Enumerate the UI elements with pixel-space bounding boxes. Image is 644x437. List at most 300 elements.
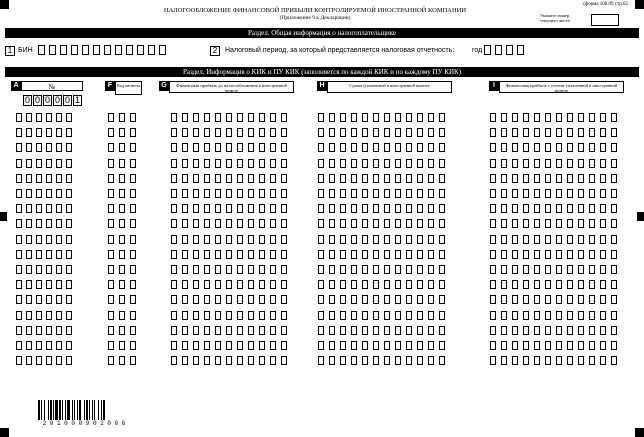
column-i-cell[interactable] xyxy=(611,143,617,152)
column-i-cell[interactable] xyxy=(534,128,540,137)
column-a-cell[interactable] xyxy=(26,204,32,213)
column-i-cell[interactable] xyxy=(578,189,584,198)
column-g-cell[interactable] xyxy=(281,113,287,122)
column-i-cell[interactable] xyxy=(512,113,518,122)
column-a-cell[interactable] xyxy=(36,219,42,228)
column-f-cell[interactable] xyxy=(130,143,136,152)
column-a-cell[interactable] xyxy=(36,265,42,274)
column-g-cell[interactable] xyxy=(248,356,254,365)
column-i-cell[interactable] xyxy=(600,311,606,320)
column-i-cell[interactable] xyxy=(501,174,507,183)
column-h-cell[interactable] xyxy=(384,250,390,259)
column-h-cell[interactable] xyxy=(384,128,390,137)
column-g-cell[interactable] xyxy=(171,250,177,259)
column-g-cell[interactable] xyxy=(248,326,254,335)
column-h-cell[interactable] xyxy=(384,265,390,274)
column-i-cell[interactable] xyxy=(545,174,551,183)
column-i-cell[interactable] xyxy=(600,159,606,168)
column-h-cell[interactable] xyxy=(406,265,412,274)
column-i-cell[interactable] xyxy=(556,174,562,183)
column-h-cell[interactable] xyxy=(362,280,368,289)
column-h-cell[interactable] xyxy=(373,219,379,228)
column-i-cell[interactable] xyxy=(556,250,562,259)
column-g-cell[interactable] xyxy=(259,326,265,335)
column-g-cell[interactable] xyxy=(248,143,254,152)
column-g-cell[interactable] xyxy=(171,311,177,320)
column-g-cell[interactable] xyxy=(215,219,221,228)
column-i-cell[interactable] xyxy=(611,265,617,274)
column-i-cell[interactable] xyxy=(567,204,573,213)
column-g-cell[interactable] xyxy=(237,189,243,198)
column-i-cell[interactable] xyxy=(600,265,606,274)
column-i-cell[interactable] xyxy=(545,143,551,152)
column-i-cell[interactable] xyxy=(501,326,507,335)
column-h-cell[interactable] xyxy=(428,219,434,228)
column-h-cell[interactable] xyxy=(318,128,324,137)
column-g-cell[interactable] xyxy=(193,235,199,244)
column-i-cell[interactable] xyxy=(556,280,562,289)
column-i-cell[interactable] xyxy=(611,159,617,168)
column-a-cell[interactable] xyxy=(46,326,52,335)
column-h-cell[interactable] xyxy=(395,159,401,168)
column-i-cell[interactable] xyxy=(490,113,496,122)
column-g-cell[interactable] xyxy=(204,280,210,289)
column-i-cell[interactable] xyxy=(523,250,529,259)
column-i-cell[interactable] xyxy=(611,113,617,122)
column-h-cell[interactable] xyxy=(351,280,357,289)
column-h-cell[interactable] xyxy=(329,143,335,152)
column-i-cell[interactable] xyxy=(600,189,606,198)
column-f-cell[interactable] xyxy=(108,356,114,365)
year-cell[interactable] xyxy=(506,45,513,55)
column-a-cell[interactable] xyxy=(36,311,42,320)
column-h-cell[interactable] xyxy=(373,311,379,320)
column-i-cell[interactable] xyxy=(490,219,496,228)
column-h-cell[interactable] xyxy=(362,311,368,320)
column-h-cell[interactable] xyxy=(439,326,445,335)
column-h-cell[interactable] xyxy=(351,128,357,137)
column-g-cell[interactable] xyxy=(259,143,265,152)
column-g-cell[interactable] xyxy=(226,143,232,152)
column-f-cell[interactable] xyxy=(130,250,136,259)
column-g-cell[interactable] xyxy=(270,341,276,350)
column-h-cell[interactable] xyxy=(329,128,335,137)
column-a-cell[interactable] xyxy=(66,326,72,335)
column-h-cell[interactable] xyxy=(406,189,412,198)
column-a-cell[interactable] xyxy=(26,311,32,320)
column-a-cell[interactable] xyxy=(66,174,72,183)
column-i-cell[interactable] xyxy=(534,219,540,228)
column-a-cell[interactable] xyxy=(66,143,72,152)
column-i-cell[interactable] xyxy=(556,143,562,152)
column-h-cell[interactable] xyxy=(362,113,368,122)
column-g-cell[interactable] xyxy=(237,356,243,365)
column-i-cell[interactable] xyxy=(545,235,551,244)
column-i-cell[interactable] xyxy=(556,341,562,350)
column-g-cell[interactable] xyxy=(193,295,199,304)
column-g-cell[interactable] xyxy=(226,235,232,244)
column-g-cell[interactable] xyxy=(171,326,177,335)
column-a-cell[interactable] xyxy=(26,219,32,228)
column-h-cell[interactable] xyxy=(417,143,423,152)
column-g-cell[interactable] xyxy=(204,113,210,122)
column-i-cell[interactable] xyxy=(556,311,562,320)
column-h-cell[interactable] xyxy=(439,235,445,244)
column-a-cell[interactable] xyxy=(46,219,52,228)
column-h-cell[interactable] xyxy=(318,326,324,335)
column-g-cell[interactable] xyxy=(226,280,232,289)
column-i-cell[interactable] xyxy=(578,311,584,320)
column-i-cell[interactable] xyxy=(567,356,573,365)
column-g-cell[interactable] xyxy=(171,295,177,304)
column-i-cell[interactable] xyxy=(589,250,595,259)
column-i-cell[interactable] xyxy=(578,204,584,213)
column-g-cell[interactable] xyxy=(259,295,265,304)
column-g-cell[interactable] xyxy=(215,295,221,304)
column-a-cell[interactable] xyxy=(56,128,62,137)
column-i-cell[interactable] xyxy=(523,311,529,320)
column-i-cell[interactable] xyxy=(611,174,617,183)
column-f-cell[interactable] xyxy=(108,204,114,213)
column-g-cell[interactable] xyxy=(193,189,199,198)
column-g-cell[interactable] xyxy=(237,174,243,183)
column-i-cell[interactable] xyxy=(512,128,518,137)
column-h-cell[interactable] xyxy=(373,159,379,168)
column-i-cell[interactable] xyxy=(567,341,573,350)
column-h-cell[interactable] xyxy=(351,159,357,168)
column-f-cell[interactable] xyxy=(119,219,125,228)
column-h-cell[interactable] xyxy=(384,113,390,122)
column-i-cell[interactable] xyxy=(490,311,496,320)
column-a-cell[interactable] xyxy=(66,295,72,304)
column-h-cell[interactable] xyxy=(428,250,434,259)
column-i-cell[interactable] xyxy=(611,219,617,228)
column-i-cell[interactable] xyxy=(611,235,617,244)
column-h-cell[interactable] xyxy=(406,128,412,137)
column-h-cell[interactable] xyxy=(428,113,434,122)
column-a-cell[interactable] xyxy=(16,128,22,137)
column-h-cell[interactable] xyxy=(417,235,423,244)
column-i-cell[interactable] xyxy=(600,295,606,304)
column-f-cell[interactable] xyxy=(130,113,136,122)
column-g-cell[interactable] xyxy=(237,341,243,350)
column-h-cell[interactable] xyxy=(362,356,368,365)
column-i-cell[interactable] xyxy=(567,326,573,335)
column-g-cell[interactable] xyxy=(270,159,276,168)
column-a-cell[interactable] xyxy=(56,265,62,274)
column-h-cell[interactable] xyxy=(351,295,357,304)
column-h-cell[interactable] xyxy=(428,311,434,320)
column-f-cell[interactable] xyxy=(130,356,136,365)
column-f-cell[interactable] xyxy=(119,143,125,152)
column-g-cell[interactable] xyxy=(270,174,276,183)
column-a-cell[interactable] xyxy=(36,326,42,335)
column-g-cell[interactable] xyxy=(182,280,188,289)
column-i-cell[interactable] xyxy=(534,189,540,198)
column-a-cell[interactable] xyxy=(46,204,52,213)
column-g-cell[interactable] xyxy=(226,189,232,198)
column-a-cell[interactable] xyxy=(16,143,22,152)
column-i-cell[interactable] xyxy=(512,219,518,228)
column-g-cell[interactable] xyxy=(237,204,243,213)
column-g-cell[interactable] xyxy=(182,341,188,350)
bin-cell[interactable] xyxy=(49,45,56,55)
column-h-cell[interactable] xyxy=(428,204,434,213)
column-i-cell[interactable] xyxy=(490,326,496,335)
column-h-cell[interactable] xyxy=(395,250,401,259)
column-i-cell[interactable] xyxy=(589,128,595,137)
column-h-cell[interactable] xyxy=(417,219,423,228)
column-h-cell[interactable] xyxy=(395,219,401,228)
column-i-cell[interactable] xyxy=(589,174,595,183)
column-a-cell[interactable] xyxy=(66,356,72,365)
column-g-cell[interactable] xyxy=(215,189,221,198)
column-g-cell[interactable] xyxy=(248,280,254,289)
column-h-cell[interactable] xyxy=(329,235,335,244)
column-g-cell[interactable] xyxy=(215,113,221,122)
column-g-cell[interactable] xyxy=(182,219,188,228)
column-g-cell[interactable] xyxy=(193,128,199,137)
column-i-cell[interactable] xyxy=(512,341,518,350)
column-g-cell[interactable] xyxy=(226,113,232,122)
column-f-cell[interactable] xyxy=(108,128,114,137)
column-a-cell[interactable] xyxy=(66,265,72,274)
column-h-cell[interactable] xyxy=(362,235,368,244)
column-i-cell[interactable] xyxy=(578,143,584,152)
column-h-cell[interactable] xyxy=(417,189,423,198)
column-i-cell[interactable] xyxy=(589,295,595,304)
column-a-cell[interactable] xyxy=(26,341,32,350)
column-i-cell[interactable] xyxy=(589,113,595,122)
column-i-cell[interactable] xyxy=(490,280,496,289)
column-g-cell[interactable] xyxy=(248,204,254,213)
row-number-digit[interactable]: 0 xyxy=(34,95,40,105)
column-a-cell[interactable] xyxy=(36,341,42,350)
column-a-cell[interactable] xyxy=(56,280,62,289)
column-h-cell[interactable] xyxy=(340,265,346,274)
column-h-cell[interactable] xyxy=(362,341,368,350)
column-a-cell[interactable] xyxy=(56,204,62,213)
column-a-cell[interactable] xyxy=(16,204,22,213)
column-i-cell[interactable] xyxy=(501,250,507,259)
column-h-cell[interactable] xyxy=(340,250,346,259)
column-h-cell[interactable] xyxy=(384,311,390,320)
column-h-cell[interactable] xyxy=(428,341,434,350)
column-h-cell[interactable] xyxy=(406,219,412,228)
column-i-cell[interactable] xyxy=(490,204,496,213)
column-h-cell[interactable] xyxy=(428,189,434,198)
column-a-cell[interactable] xyxy=(66,311,72,320)
column-a-cell[interactable] xyxy=(46,295,52,304)
column-i-cell[interactable] xyxy=(490,128,496,137)
column-i-cell[interactable] xyxy=(589,280,595,289)
column-i-cell[interactable] xyxy=(534,341,540,350)
column-h-cell[interactable] xyxy=(406,250,412,259)
column-g-cell[interactable] xyxy=(171,189,177,198)
column-h-cell[interactable] xyxy=(439,250,445,259)
column-a-cell[interactable] xyxy=(26,189,32,198)
column-i-cell[interactable] xyxy=(567,295,573,304)
column-a-cell[interactable] xyxy=(36,174,42,183)
column-g-cell[interactable] xyxy=(259,341,265,350)
column-a-cell[interactable] xyxy=(36,250,42,259)
column-f-cell[interactable] xyxy=(108,341,114,350)
column-g-cell[interactable] xyxy=(204,326,210,335)
column-i-cell[interactable] xyxy=(545,341,551,350)
column-i-cell[interactable] xyxy=(534,356,540,365)
column-i-cell[interactable] xyxy=(534,280,540,289)
column-g-cell[interactable] xyxy=(248,295,254,304)
column-i-cell[interactable] xyxy=(501,219,507,228)
column-h-cell[interactable] xyxy=(428,326,434,335)
column-a-cell[interactable] xyxy=(36,295,42,304)
column-a-cell[interactable] xyxy=(16,159,22,168)
column-f-cell[interactable] xyxy=(119,128,125,137)
column-g-cell[interactable] xyxy=(281,159,287,168)
column-f-cell[interactable] xyxy=(130,235,136,244)
column-f-cell[interactable] xyxy=(130,265,136,274)
column-h-cell[interactable] xyxy=(439,280,445,289)
column-g-cell[interactable] xyxy=(248,265,254,274)
bin-cell[interactable] xyxy=(71,45,78,55)
column-i-cell[interactable] xyxy=(600,326,606,335)
column-a-cell[interactable] xyxy=(36,235,42,244)
column-a-cell[interactable] xyxy=(26,113,32,122)
column-g-cell[interactable] xyxy=(226,356,232,365)
column-i-cell[interactable] xyxy=(523,143,529,152)
column-h-cell[interactable] xyxy=(340,159,346,168)
column-g-cell[interactable] xyxy=(248,311,254,320)
column-a-cell[interactable] xyxy=(16,250,22,259)
column-i-cell[interactable] xyxy=(490,235,496,244)
column-a-cell[interactable] xyxy=(26,265,32,274)
column-i-cell[interactable] xyxy=(501,341,507,350)
column-i-cell[interactable] xyxy=(589,204,595,213)
column-g-cell[interactable] xyxy=(248,174,254,183)
column-h-cell[interactable] xyxy=(384,204,390,213)
column-h-cell[interactable] xyxy=(329,204,335,213)
column-a-cell[interactable] xyxy=(36,113,42,122)
column-g-cell[interactable] xyxy=(270,356,276,365)
column-a-cell[interactable] xyxy=(26,326,32,335)
column-h-cell[interactable] xyxy=(384,356,390,365)
column-i-cell[interactable] xyxy=(545,311,551,320)
column-h-cell[interactable] xyxy=(373,204,379,213)
column-h-cell[interactable] xyxy=(428,265,434,274)
column-h-cell[interactable] xyxy=(417,356,423,365)
column-a-cell[interactable] xyxy=(36,356,42,365)
column-h-cell[interactable] xyxy=(351,341,357,350)
column-h-cell[interactable] xyxy=(373,113,379,122)
column-i-cell[interactable] xyxy=(567,143,573,152)
column-i-cell[interactable] xyxy=(512,280,518,289)
column-i-cell[interactable] xyxy=(501,280,507,289)
column-f-cell[interactable] xyxy=(108,159,114,168)
column-i-cell[interactable] xyxy=(611,326,617,335)
column-h-cell[interactable] xyxy=(351,250,357,259)
column-h-cell[interactable] xyxy=(329,113,335,122)
column-g-cell[interactable] xyxy=(237,143,243,152)
column-h-cell[interactable] xyxy=(395,189,401,198)
column-f-cell[interactable] xyxy=(130,280,136,289)
column-a-cell[interactable] xyxy=(16,295,22,304)
column-h-cell[interactable] xyxy=(384,280,390,289)
column-g-cell[interactable] xyxy=(204,159,210,168)
column-g-cell[interactable] xyxy=(270,143,276,152)
column-g-cell[interactable] xyxy=(259,235,265,244)
column-g-cell[interactable] xyxy=(237,326,243,335)
column-h-cell[interactable] xyxy=(439,174,445,183)
column-g-cell[interactable] xyxy=(204,250,210,259)
column-h-cell[interactable] xyxy=(351,189,357,198)
column-a-cell[interactable] xyxy=(16,113,22,122)
column-h-cell[interactable] xyxy=(329,341,335,350)
column-a-cell[interactable] xyxy=(56,250,62,259)
column-a-cell[interactable] xyxy=(46,235,52,244)
column-a-cell[interactable] xyxy=(46,113,52,122)
column-g-cell[interactable] xyxy=(226,204,232,213)
column-i-cell[interactable] xyxy=(600,204,606,213)
column-i-cell[interactable] xyxy=(567,174,573,183)
column-f-cell[interactable] xyxy=(119,326,125,335)
column-h-cell[interactable] xyxy=(318,174,324,183)
column-i-cell[interactable] xyxy=(523,128,529,137)
column-h-cell[interactable] xyxy=(384,295,390,304)
column-h-cell[interactable] xyxy=(384,189,390,198)
column-h-cell[interactable] xyxy=(351,326,357,335)
column-g-cell[interactable] xyxy=(193,326,199,335)
column-i-cell[interactable] xyxy=(501,189,507,198)
column-f-cell[interactable] xyxy=(108,311,114,320)
column-a-cell[interactable] xyxy=(56,159,62,168)
column-g-cell[interactable] xyxy=(226,265,232,274)
column-g-cell[interactable] xyxy=(226,326,232,335)
column-i-cell[interactable] xyxy=(534,235,540,244)
column-h-cell[interactable] xyxy=(362,265,368,274)
column-i-cell[interactable] xyxy=(512,295,518,304)
column-g-cell[interactable] xyxy=(182,311,188,320)
column-g-cell[interactable] xyxy=(215,280,221,289)
column-g-cell[interactable] xyxy=(226,250,232,259)
column-i-cell[interactable] xyxy=(556,295,562,304)
column-g-cell[interactable] xyxy=(270,311,276,320)
column-h-cell[interactable] xyxy=(406,326,412,335)
column-i-cell[interactable] xyxy=(611,250,617,259)
column-g-cell[interactable] xyxy=(259,265,265,274)
column-h-cell[interactable] xyxy=(428,128,434,137)
column-i-cell[interactable] xyxy=(501,265,507,274)
column-g-cell[interactable] xyxy=(193,174,199,183)
column-i-cell[interactable] xyxy=(501,113,507,122)
column-h-cell[interactable] xyxy=(329,326,335,335)
column-h-cell[interactable] xyxy=(439,204,445,213)
column-h-cell[interactable] xyxy=(395,128,401,137)
column-i-cell[interactable] xyxy=(545,159,551,168)
column-h-cell[interactable] xyxy=(340,219,346,228)
column-g-cell[interactable] xyxy=(259,204,265,213)
column-h-cell[interactable] xyxy=(329,356,335,365)
column-g-cell[interactable] xyxy=(281,189,287,198)
column-g-cell[interactable] xyxy=(215,204,221,213)
column-h-cell[interactable] xyxy=(406,311,412,320)
column-f-cell[interactable] xyxy=(108,280,114,289)
column-g-cell[interactable] xyxy=(204,189,210,198)
column-h-cell[interactable] xyxy=(362,295,368,304)
column-g-cell[interactable] xyxy=(226,219,232,228)
column-h-cell[interactable] xyxy=(329,219,335,228)
column-h-cell[interactable] xyxy=(417,326,423,335)
column-i-cell[interactable] xyxy=(578,174,584,183)
